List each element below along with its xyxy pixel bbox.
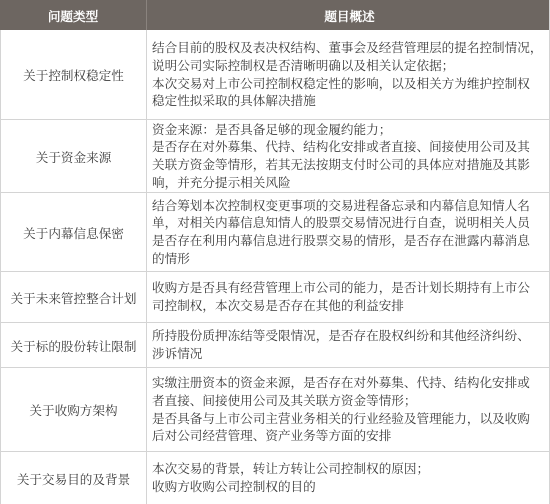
summary-line: 资金来源：是否具备足够的现金履约能力； <box>152 121 392 137</box>
issue-type-cell <box>0 452 147 504</box>
summary-line: 是否具备与上市公司主营业务相关的行业经验及管理能力，以及收购 <box>152 410 530 426</box>
table-row <box>0 272 550 323</box>
issue-type-cell <box>0 193 147 271</box>
header-issue-summary: 题目概述 <box>147 0 550 30</box>
summary-text <box>152 279 547 314</box>
table-row <box>0 193 550 272</box>
header-issue-type: 问题类型 <box>0 0 147 30</box>
summary-text <box>152 327 547 362</box>
issue-type-label: 关于内幕信息保密 <box>23 225 124 241</box>
summary-line: 收购方收购公司控制权的目的 <box>152 479 316 494</box>
summary-line: 所持股份质押冻结等受限情况，是否存在股权纠纷和其他经济纠纷、 <box>152 328 530 344</box>
issue-type-label: 关于未来管控整合计划 <box>10 290 137 306</box>
issue-summary-cell <box>147 120 550 192</box>
summary-line: 是否存在利用内幕信息进行股票交易的情形，是否存在泄露内幕消息 <box>152 233 530 248</box>
issue-summary-cell <box>147 272 550 322</box>
table-row <box>0 368 550 452</box>
summary-line: 本次交易对上市公司控制权稳定性的影响，以及相关方为维护控制权 <box>152 75 530 91</box>
summary-line: 关联方资金等情形，若其无法按期支付时公司的具体应对措施及其影 <box>152 157 530 172</box>
table-row <box>0 323 550 368</box>
issue-summary-cell <box>147 323 550 367</box>
issue-summary-cell <box>147 193 550 271</box>
summary-text <box>152 460 547 495</box>
issue-summary-cell <box>147 30 550 119</box>
summary-line: 结合筹划本次控制权变更事项的交易进程备忘录和内幕信息知情人名 <box>152 197 530 213</box>
summary-line: 实缴注册资本的资金来源，是否存在对外募集、代持、结构化安排或 <box>152 375 530 391</box>
summary-line: 者直接、间接使用公司及其关联方资金等情形； <box>152 392 417 408</box>
summary-text <box>152 39 547 109</box>
issue-summary-cell <box>147 452 550 504</box>
issue-type-cell <box>0 323 147 367</box>
issue-type-label: 关于控制权稳定性 <box>23 68 124 83</box>
table-row <box>0 30 550 120</box>
summary-line: 涉诉情况 <box>152 346 203 361</box>
summary-line: 司控制权，本次交易是否存在其他的利益安排 <box>152 298 404 313</box>
summary-line: 稳定性拟采取的具体解决措施 <box>152 93 316 109</box>
summary-line: 后对公司经营管理、资产业务等方面的安排 <box>152 428 392 444</box>
table-header <box>0 0 550 30</box>
issue-type-label: 关于收购方架构 <box>29 403 118 418</box>
issue-type-cell <box>0 272 147 322</box>
summary-line: 响，并充分提示相关风险 <box>152 174 291 190</box>
summary-line: 的情形 <box>152 250 190 266</box>
summary-line: 说明公司实际控制权是否清晰明确以及相关认定依据； <box>152 57 455 73</box>
summary-text <box>152 197 547 267</box>
summary-line: 单，对相关内幕信息知情人的股票交易情况进行自查，说明相关人员 <box>152 215 530 231</box>
summary-line: 结合目前的股权及表决权结构、董事会及经营管理层的提名控制情况， <box>152 40 543 56</box>
summary-line: 是否存在对外募集、代持、结构化安排或者直接、间接使用公司及其 <box>152 139 530 155</box>
summary-text <box>152 374 547 444</box>
issue-type-cell <box>0 120 147 192</box>
issue-type-label: 关于交易目的及背景 <box>16 471 131 487</box>
summary-text <box>152 121 547 191</box>
issue-type-label: 关于资金来源 <box>35 149 112 165</box>
issue-type-label: 关于标的股份转让限制 <box>10 338 137 354</box>
issue-summary-cell <box>147 368 550 451</box>
summary-line: 本次交易的背景，转让方转让公司控制权的原因； <box>152 461 430 477</box>
table-row <box>0 120 550 193</box>
summary-line: 收购方是否具有经营管理上市公司的能力，是否计划长期持有上市公 <box>152 280 530 296</box>
issue-type-cell <box>0 368 147 451</box>
issue-type-cell <box>0 30 147 119</box>
table-row <box>0 452 550 504</box>
